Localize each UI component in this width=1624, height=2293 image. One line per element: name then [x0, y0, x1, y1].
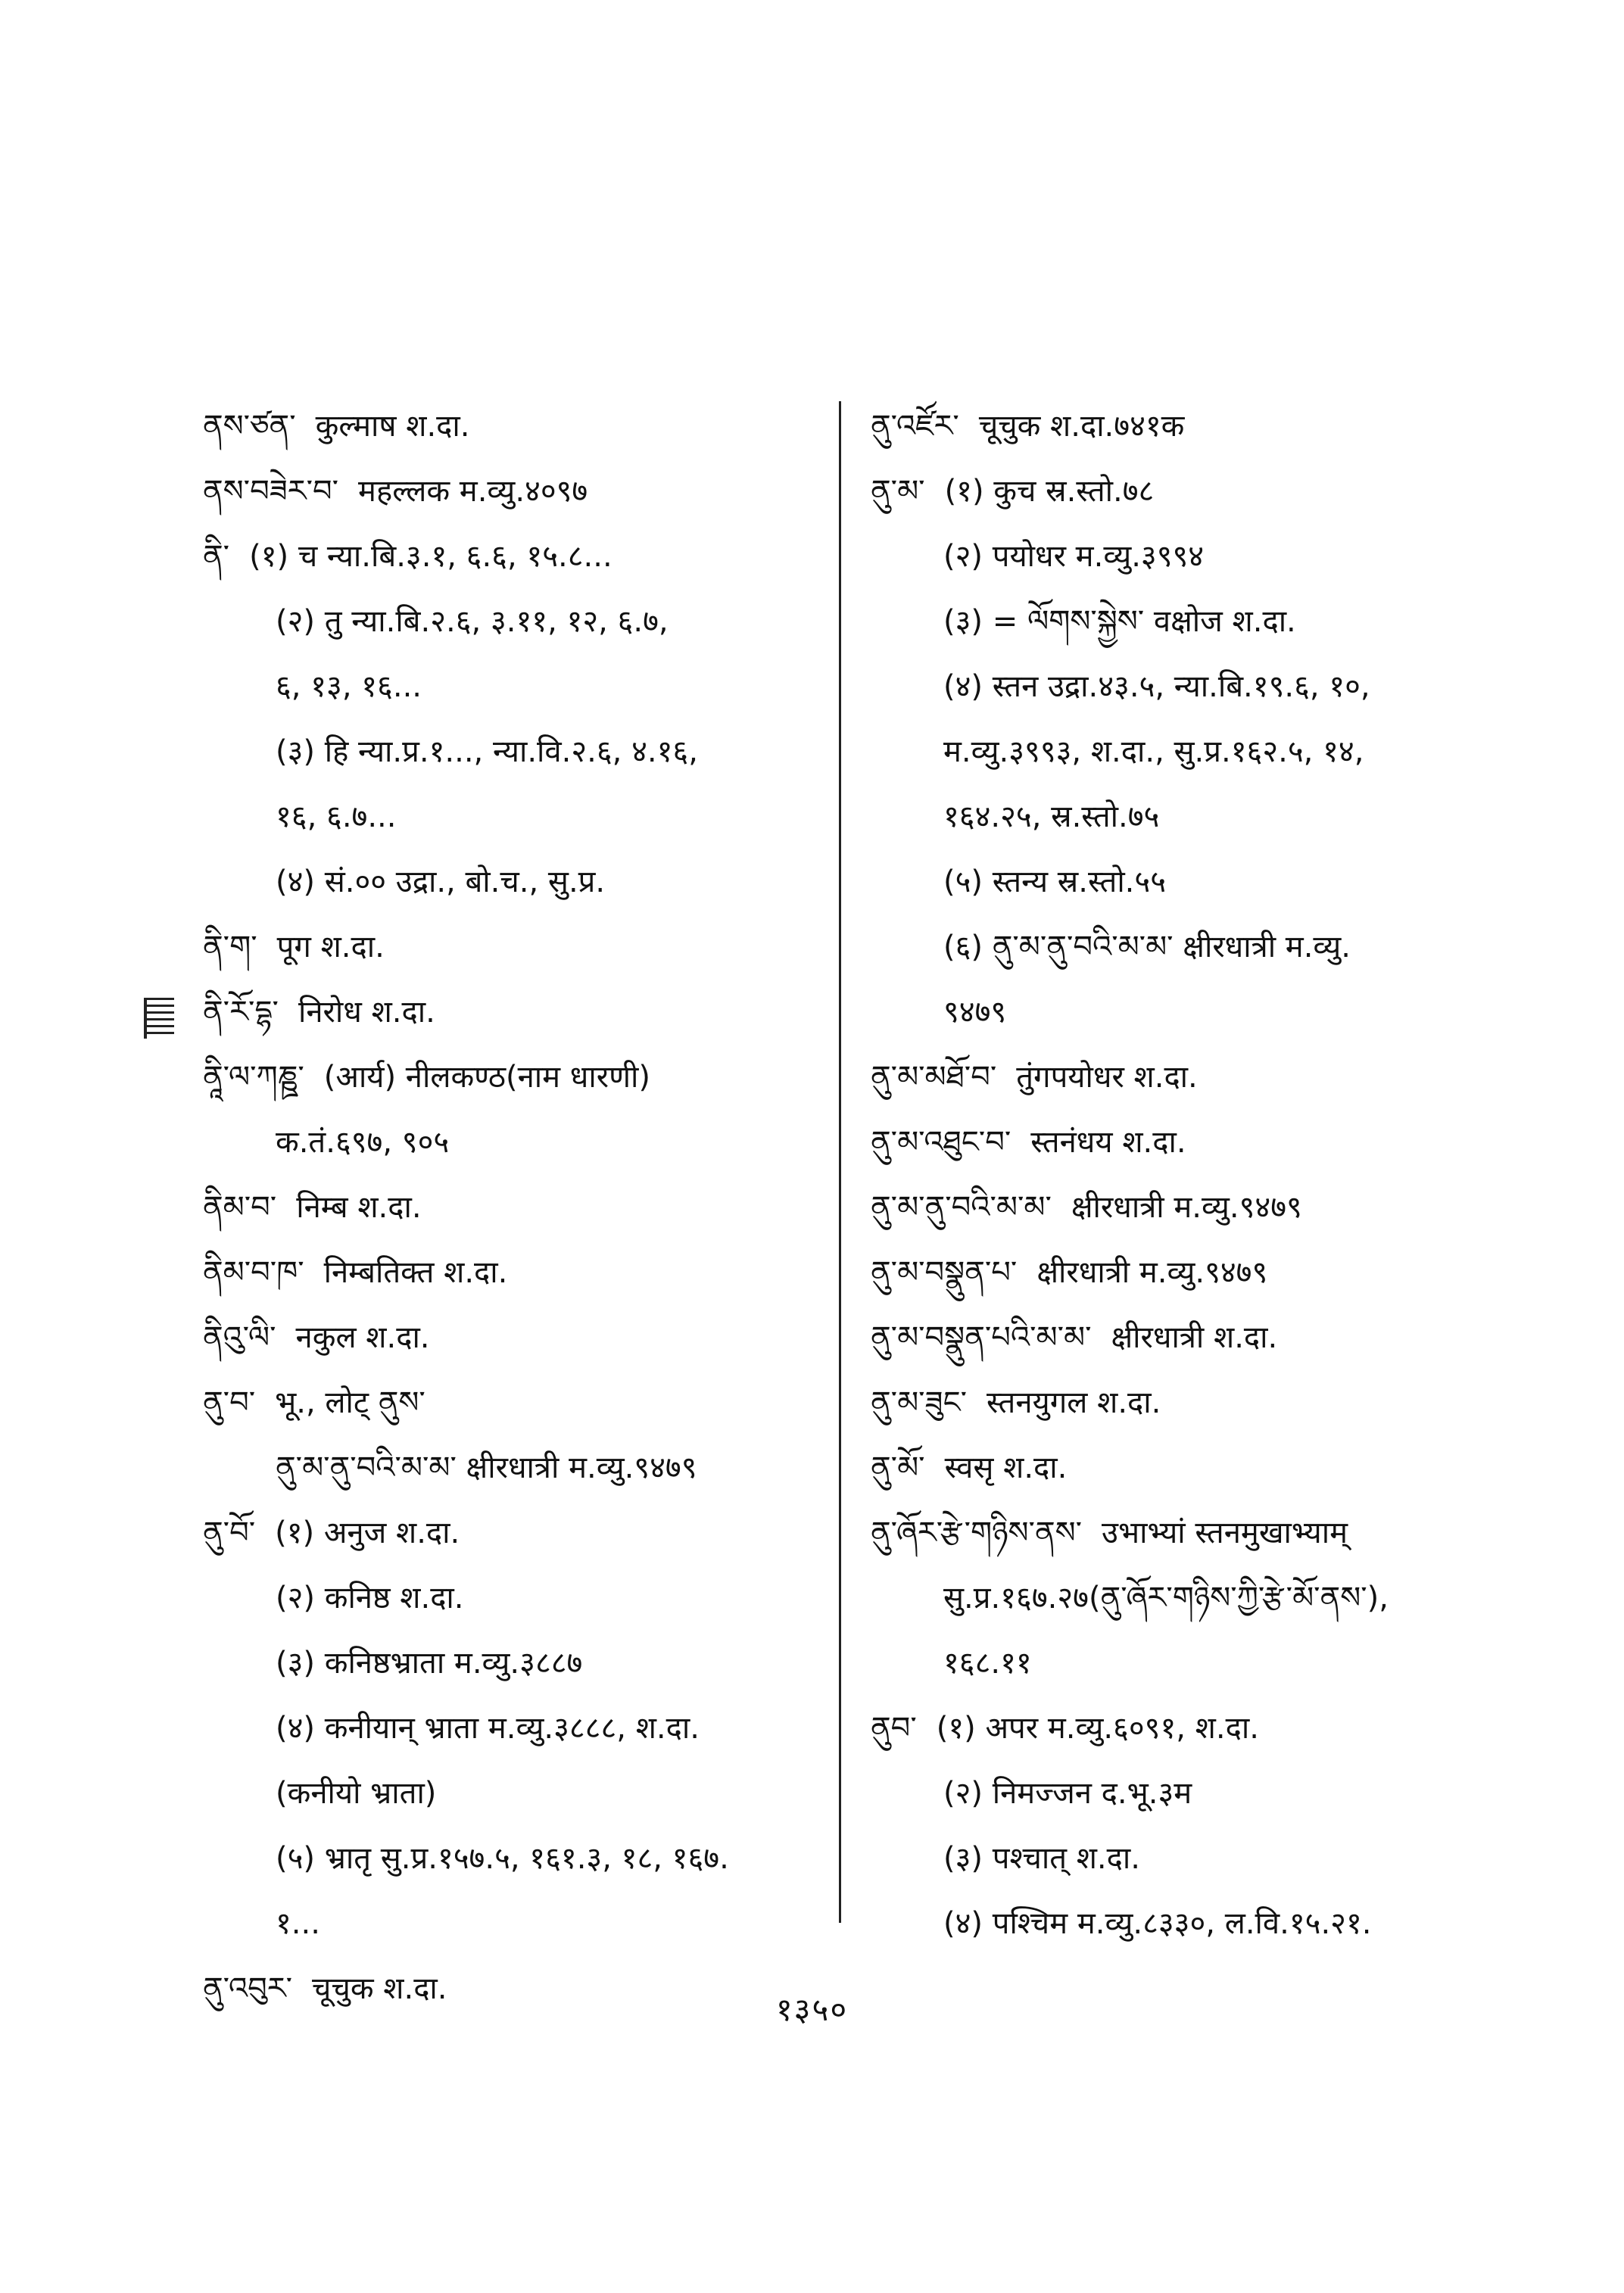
entry-text: (१) अपर म.व्यु.६०९१, श.दा.: [936, 1711, 1259, 1746]
entry-text: नकुल श.दा.: [295, 1320, 430, 1355]
entry-text: सु.प्र.१६७.२७(ནུ་ཞོར་གཉིས་ཀྱི་རྩེ་མོ་ནས་),: [943, 1581, 1389, 1615]
dictionary-entry: [871, 1696, 1552, 1761]
dictionary-entry: [871, 1305, 1552, 1370]
entry-headword: ནས་ཙན་: [203, 409, 296, 444]
entry-text: (३) हि न्या.प्र.१..., न्या.वि.२.६, ४.१६,: [276, 734, 698, 769]
dictionary-entry: [871, 1175, 1552, 1240]
dictionary-entry: [203, 394, 869, 459]
entry-continuation: [871, 719, 1552, 784]
entry-continuation: [871, 1891, 1552, 1956]
dictionary-entry: [203, 980, 869, 1045]
entry-text: क्षीरधात्री म.व्यु.९४७९: [1036, 1255, 1268, 1290]
entry-headword: ནི་ག་: [203, 930, 257, 964]
dictionary-entry: [203, 1240, 869, 1305]
dictionary-entry: [871, 1500, 1552, 1566]
entry-continuation: [871, 1631, 1552, 1696]
entry-text: भू., लोट् ནུས་: [275, 1385, 425, 1420]
entry-text: महल्लक म.व्यु.४०९७: [358, 474, 588, 509]
entry-text: निम्बतिक्त श.दा.: [323, 1255, 508, 1290]
entry-text: ९४७९: [943, 995, 1007, 1030]
entry-text: (२) निमज्जन द.भू.३म: [943, 1776, 1192, 1811]
entry-text: चूचुक श.दा.: [312, 1971, 447, 2006]
entry-continuation: [871, 914, 1552, 980]
entry-headword: ནུ་འབུར་: [203, 1971, 293, 2006]
entry-continuation: [871, 654, 1552, 719]
entry-text: (३) पश्चात् श.दा.: [943, 1841, 1140, 1876]
dictionary-entry: [871, 1370, 1552, 1435]
entry-continuation: [203, 654, 869, 719]
entry-headword: ནུ་མ་མཐོ་བ་: [871, 1060, 997, 1095]
entry-continuation: [871, 589, 1552, 654]
entry-headword: ནུ་མ་ནུ་བའི་མ་མ་: [871, 1190, 1052, 1225]
entry-headword: ནུ་མོ་: [871, 1450, 925, 1485]
entry-headword: ནས་བཟེར་བ་: [203, 474, 339, 509]
dictionary-entry: [203, 524, 869, 589]
entry-continuation: [203, 1761, 869, 1826]
dictionary-entry: [203, 1500, 869, 1566]
page-number: १३५०: [775, 1991, 849, 2028]
left-column: [203, 394, 869, 2021]
dictionary-entry: [203, 1370, 869, 1435]
entry-continuation: [871, 849, 1552, 914]
entry-text: क्षीरधात्री श.दा.: [1111, 1320, 1278, 1355]
entry-headword: ནུ་བ་: [203, 1385, 256, 1420]
entry-headword: ནུབ་: [871, 1711, 917, 1746]
entry-headword: ནིམ་བ་: [203, 1190, 277, 1225]
dictionary-entry: [203, 1305, 869, 1370]
entry-headword: ནུ་འཛོར་: [871, 409, 959, 444]
entry-headword: ནུ་མ་བསྣུན་པའི་མ་མ་: [871, 1320, 1092, 1355]
entry-text: (आर्य) नीलकण्ठ(नाम धारणी): [323, 1060, 650, 1095]
entry-continuation: [203, 1566, 869, 1631]
entry-text: क.तं.६९७, ९०५: [276, 1125, 450, 1160]
entry-continuation: [203, 589, 869, 654]
dictionary-entry: [203, 1175, 869, 1240]
entry-text: स्तनंधय श.दा.: [1030, 1125, 1186, 1160]
entry-text: (३) = ལོགས་སྐྱེས་ वक्षोज श.दा.: [943, 604, 1296, 639]
entry-text: (४) कनीयान् भ्राता म.व्यु.३८८८, श.दा.: [276, 1711, 700, 1746]
entry-continuation: [871, 980, 1552, 1045]
dictionary-entry: [871, 1045, 1552, 1110]
dictionary-entry: [203, 1045, 869, 1110]
entry-text: १...: [276, 1906, 320, 1941]
entry-text: (कनीयो भ्राता): [276, 1776, 437, 1811]
entry-continuation: [203, 719, 869, 784]
dictionary-entry: [871, 459, 1552, 524]
dictionary-entry: [871, 1435, 1552, 1500]
entry-text: निरोध श.दा.: [298, 995, 435, 1030]
entry-text: म.व्यु.३९९३, श.दा., सु.प्र.१६२.५, १४,: [943, 734, 1364, 769]
entry-text: (२) तु न्या.बि.२.६, ३.११, १२, ६.७,: [276, 604, 669, 639]
entry-headword: ནུ་བོ་: [203, 1516, 256, 1550]
entry-headword: ནི་: [203, 539, 230, 574]
entry-text: १६४.२५, स्र.स्तो.७५: [943, 799, 1160, 834]
entry-text: कुल्माष श.दा.: [315, 409, 470, 444]
entry-text: उभाभ्यां स्तनमुखाभ्याम्: [1102, 1516, 1348, 1550]
entry-text: क्षीरधात्री म.व्यु.९४७९: [1071, 1190, 1302, 1225]
dictionary-entry: [871, 1110, 1552, 1175]
entry-continuation: [871, 1566, 1552, 1631]
entry-text: ६, १३, १६...: [276, 669, 422, 704]
entry-text: तुंगपयोधर श.दा.: [1016, 1060, 1198, 1095]
entry-continuation: [203, 1110, 869, 1175]
entry-text: (२) कनिष्ठ श.दा.: [276, 1581, 464, 1615]
entry-continuation: [871, 1826, 1552, 1891]
entry-headword: ནུ་མ་འཐུང་བ་: [871, 1125, 1011, 1160]
right-column: [871, 394, 1552, 1956]
entry-text: स्वसृ श.दा.: [944, 1450, 1068, 1485]
column-divider: [839, 401, 841, 1923]
entry-text: (४) सं.०० उद्रा., बो.च., सु.प्र.: [276, 865, 606, 899]
entry-text: (२) पयोधर म.व्यु.३९९४: [943, 539, 1205, 574]
entry-headword: ནུ་ཞོར་རྩེ་གཉིས་ནས་: [871, 1516, 1083, 1550]
dictionary-entry: [871, 1240, 1552, 1305]
entry-headword: ནཱི་ལ་ཀཎྛ་: [203, 1060, 304, 1095]
entry-continuation: [871, 784, 1552, 849]
dictionary-entry: [203, 914, 869, 980]
entry-continuation: [871, 524, 1552, 589]
entry-headword: ནིམ་བ་ཁ་: [203, 1255, 304, 1290]
entry-text: पूग श.दा.: [276, 930, 385, 964]
entry-continuation: [203, 1696, 869, 1761]
entry-continuation: [203, 1826, 869, 1891]
entry-continuation: [203, 849, 869, 914]
entry-continuation: [203, 1631, 869, 1696]
entry-text: (४) पश्चिम म.व्यु.८३३०, ल.वि.१५.२१.: [943, 1906, 1372, 1941]
entry-text: निम्ब श.दा.: [296, 1190, 422, 1225]
entry-text: (६) ནུ་མ་ནུ་བའི་མ་མ་ क्षीरधात्री म.व्यु.: [943, 930, 1351, 964]
entry-continuation: [871, 1761, 1552, 1826]
entry-text: (१) कुच स्र.स्तो.७८: [944, 474, 1155, 509]
entry-headword: ནིའུ་ལི་: [203, 1320, 276, 1355]
entry-text: (५) भ्रातृ सु.प्र.१५७.५, १६१.३, १८, १६७.: [276, 1841, 729, 1876]
entry-headword: ནུ་མ་བསྣུན་པ་: [871, 1255, 1018, 1290]
dictionary-entry: [203, 459, 869, 524]
entry-text: १६, ६.७...: [276, 799, 397, 834]
entry-text: (१) अनुज श.दा.: [275, 1516, 460, 1550]
entry-continuation: [203, 1435, 869, 1500]
entry-text: (३) कनिष्ठभ्राता म.व्यु.३८८७: [276, 1646, 583, 1681]
entry-headword: ནི་རོ་དྷ་: [203, 995, 279, 1030]
entry-headword: ནུ་མ་: [871, 474, 925, 509]
entry-text: (५) स्तन्य स्र.स्तो.५५: [943, 865, 1166, 899]
margin-mark-icon: [144, 998, 174, 1039]
entry-headword: ནུ་མ་ཟུང་: [871, 1385, 967, 1420]
entry-text: चूचुक श.दा.७४१क: [978, 409, 1185, 444]
entry-text: (१) च न्या.बि.३.१, ६.६, १५.८...: [249, 539, 613, 574]
entry-continuation: [203, 1891, 869, 1956]
entry-continuation: [203, 784, 869, 849]
dictionary-entry: [871, 394, 1552, 459]
entry-text: ནུ་མ་ནུ་བའི་མ་མ་ क्षीरधात्री म.व्यु.९४७९: [276, 1450, 697, 1485]
entry-text: (४) स्तन उद्रा.४३.५, न्या.बि.१९.६, १०,: [943, 669, 1370, 704]
entry-text: स्तनयुगल श.दा.: [987, 1385, 1161, 1420]
entry-text: १६८.११: [943, 1646, 1032, 1681]
